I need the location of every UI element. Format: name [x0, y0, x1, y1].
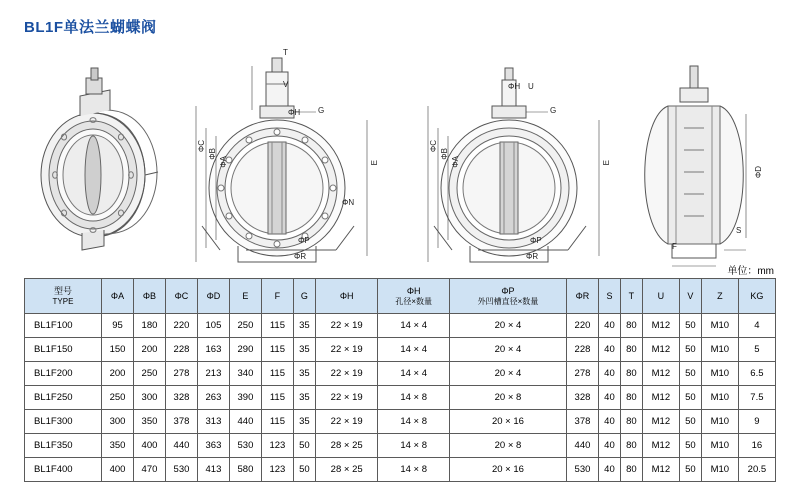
cell-T: 80 — [620, 410, 642, 434]
cell-phiA: 300 — [102, 410, 134, 434]
dim-label-G-view1: G — [318, 106, 325, 115]
cell-S: 40 — [598, 458, 620, 482]
cell-G: 50 — [293, 434, 315, 458]
th-T: T — [620, 279, 642, 314]
table-header-row — [25, 279, 776, 314]
cell-phiA: 250 — [102, 386, 134, 410]
cell-T: 80 — [620, 458, 642, 482]
table-row — [25, 434, 776, 458]
dim-label-V-view1: V — [283, 80, 289, 89]
cell-phiH: 28 × 25 — [315, 434, 378, 458]
cell-phiC: 440 — [165, 434, 197, 458]
cell-S: 40 — [598, 386, 620, 410]
dim-label-phiB-view2: ΦB — [440, 148, 449, 160]
dim-label-phiB-view1: ΦB — [208, 148, 217, 160]
dim-label-G-view2: G — [550, 106, 557, 115]
table-row — [25, 410, 776, 434]
cell-phiH-holes: 14 × 8 — [378, 458, 450, 482]
th-phiP-sub: 外凹槽直径×数量 — [477, 296, 539, 306]
th-model-main: 型号 — [53, 286, 72, 297]
cell-U: M12 — [642, 410, 679, 434]
cell-phiD: 263 — [197, 386, 229, 410]
cell-V: 50 — [679, 434, 701, 458]
cell-phiH-holes: 14 × 4 — [378, 314, 450, 338]
cell-phiH-holes: 14 × 8 — [378, 434, 450, 458]
th-F: F — [261, 279, 293, 314]
th-phiH: ΦH — [315, 279, 378, 314]
cell-phiB: 350 — [133, 410, 165, 434]
cell-S: 40 — [598, 434, 620, 458]
cell-phiD: 213 — [197, 362, 229, 386]
cell-model: BL1F150 — [25, 338, 102, 362]
cell-phiH: 28 × 25 — [315, 458, 378, 482]
table-row — [25, 338, 776, 362]
cell-G: 50 — [293, 458, 315, 482]
cell-V: 50 — [679, 410, 701, 434]
cell-G: 35 — [293, 362, 315, 386]
cell-phiH: 22 × 19 — [315, 314, 378, 338]
cell-E: 390 — [229, 386, 261, 410]
cell-U: M12 — [642, 362, 679, 386]
table-header — [25, 279, 776, 314]
th-phiC: ΦC — [165, 279, 197, 314]
cell-phiA: 350 — [102, 434, 134, 458]
cell-phiD: 163 — [197, 338, 229, 362]
cell-E: 530 — [229, 434, 261, 458]
cell-KG: 4 — [738, 314, 775, 338]
cell-F: 115 — [261, 362, 293, 386]
cell-Z: M10 — [701, 314, 738, 338]
th-model — [25, 279, 102, 314]
th-phiA: ΦA — [102, 279, 134, 314]
cell-Z: M10 — [701, 410, 738, 434]
cell-S: 40 — [598, 338, 620, 362]
cell-KG: 5 — [738, 338, 775, 362]
cell-T: 80 — [620, 386, 642, 410]
cell-phiC: 328 — [165, 386, 197, 410]
cell-model: BL1F100 — [25, 314, 102, 338]
drawing-isometric-view — [18, 60, 188, 290]
cell-phiC: 228 — [165, 338, 197, 362]
cell-model: BL1F250 — [25, 386, 102, 410]
cell-phiP: 20 × 4 — [449, 314, 566, 338]
cell-model: BL1F400 — [25, 458, 102, 482]
cell-S: 40 — [598, 362, 620, 386]
cell-phiP: 20 × 4 — [449, 338, 566, 362]
dim-label-E-view1: E — [370, 160, 379, 166]
dim-label-S-side: S — [736, 226, 742, 235]
cell-Z: M10 — [701, 458, 738, 482]
cell-U: M12 — [642, 338, 679, 362]
cell-E: 440 — [229, 410, 261, 434]
technical-drawings — [0, 30, 800, 260]
cell-phiR: 440 — [566, 434, 598, 458]
cell-phiB: 300 — [133, 386, 165, 410]
cell-Z: M10 — [701, 338, 738, 362]
specification-table — [24, 278, 776, 482]
cell-G: 35 — [293, 314, 315, 338]
cell-phiH-holes: 14 × 4 — [378, 362, 450, 386]
th-model-sub: TYPE — [52, 296, 74, 306]
th-U: U — [642, 279, 679, 314]
dim-label-phiP-view2: ΦP — [530, 236, 542, 245]
cell-phiP: 20 × 4 — [449, 362, 566, 386]
table-row — [25, 362, 776, 386]
cell-phiH: 22 × 19 — [315, 362, 378, 386]
cell-model: BL1F200 — [25, 362, 102, 386]
table-row — [25, 314, 776, 338]
cell-KG: 9 — [738, 410, 775, 434]
cell-phiR: 328 — [566, 386, 598, 410]
table-body — [25, 314, 776, 482]
cell-phiD: 413 — [197, 458, 229, 482]
cell-F: 115 — [261, 314, 293, 338]
cell-E: 250 — [229, 314, 261, 338]
dim-label-phiP-view1: ΦP — [298, 236, 310, 245]
cell-phiH: 22 × 19 — [315, 386, 378, 410]
table-row — [25, 386, 776, 410]
cell-V: 50 — [679, 314, 701, 338]
cell-phiB: 400 — [133, 434, 165, 458]
cell-phiB: 180 — [133, 314, 165, 338]
cell-phiC: 378 — [165, 410, 197, 434]
dim-label-phiC-view1: ΦC — [197, 140, 206, 153]
dim-label-T-view1: T — [283, 48, 288, 57]
cell-Z: M10 — [701, 386, 738, 410]
cell-phiH: 22 × 19 — [315, 338, 378, 362]
cell-KG: 6.5 — [738, 362, 775, 386]
th-E: E — [229, 279, 261, 314]
cell-phiH-holes: 14 × 4 — [378, 338, 450, 362]
cell-phiR: 228 — [566, 338, 598, 362]
cell-S: 40 — [598, 410, 620, 434]
cell-phiH: 22 × 19 — [315, 410, 378, 434]
cell-phiP: 20 × 16 — [449, 458, 566, 482]
drawing-side-view — [628, 58, 768, 278]
cell-phiD: 313 — [197, 410, 229, 434]
dim-label-phiR-view1: ΦR — [294, 252, 307, 261]
cell-phiA: 400 — [102, 458, 134, 482]
dim-label-phiN-view1: ΦN — [342, 198, 355, 207]
dim-label-U-view2: U — [528, 82, 534, 91]
cell-V: 50 — [679, 458, 701, 482]
cell-G: 35 — [293, 410, 315, 434]
th-G: G — [293, 279, 315, 314]
dim-label-phiD-side: ΦD — [754, 166, 763, 179]
th-phiD: ΦD — [197, 279, 229, 314]
th-phiH-holes — [378, 279, 450, 314]
cell-F: 115 — [261, 338, 293, 362]
cell-G: 35 — [293, 386, 315, 410]
cell-phiR: 278 — [566, 362, 598, 386]
cell-phiA: 150 — [102, 338, 134, 362]
cell-phiC: 278 — [165, 362, 197, 386]
cell-phiR: 530 — [566, 458, 598, 482]
dim-label-phiR-view2: ΦR — [526, 252, 539, 261]
th-phiR: ΦR — [566, 279, 598, 314]
cell-T: 80 — [620, 434, 642, 458]
cell-V: 50 — [679, 338, 701, 362]
cell-E: 580 — [229, 458, 261, 482]
th-V: V — [679, 279, 701, 314]
cell-phiP: 20 × 8 — [449, 386, 566, 410]
th-phiH-holes-sub: 孔径×数量 — [395, 296, 433, 306]
th-phiB: ΦB — [133, 279, 165, 314]
cell-phiB: 470 — [133, 458, 165, 482]
th-phiP-main: ΦP — [501, 286, 515, 297]
cell-KG: 7.5 — [738, 386, 775, 410]
th-KG: KG — [738, 279, 775, 314]
dim-label-phiH-view1: ΦH — [288, 108, 301, 117]
cell-phiA: 95 — [102, 314, 134, 338]
cell-phiR: 220 — [566, 314, 598, 338]
cell-model: BL1F300 — [25, 410, 102, 434]
unit-note: 单位：mm — [727, 266, 774, 277]
dim-label-phiH-view2: ΦH — [508, 82, 521, 91]
cell-phiH-holes: 14 × 8 — [378, 410, 450, 434]
dim-label-phiC-view2: ΦC — [429, 140, 438, 153]
cell-E: 340 — [229, 362, 261, 386]
cell-model: BL1F350 — [25, 434, 102, 458]
th-S: S — [598, 279, 620, 314]
cell-phiR: 378 — [566, 410, 598, 434]
cell-phiC: 530 — [165, 458, 197, 482]
dim-label-F-side: F — [672, 242, 677, 251]
cell-F: 123 — [261, 458, 293, 482]
cell-F: 115 — [261, 386, 293, 410]
dim-label-phiA-view2: ΦA — [451, 156, 460, 168]
cell-V: 50 — [679, 362, 701, 386]
cell-phiA: 200 — [102, 362, 134, 386]
cell-G: 35 — [293, 338, 315, 362]
cell-phiH-holes: 14 × 8 — [378, 386, 450, 410]
th-Z: Z — [701, 279, 738, 314]
cell-KG: 16 — [738, 434, 775, 458]
cell-F: 115 — [261, 410, 293, 434]
page-title: BL1F单法兰蝴蝶阀 — [24, 19, 157, 36]
cell-phiD: 363 — [197, 434, 229, 458]
cell-Z: M10 — [701, 362, 738, 386]
cell-E: 290 — [229, 338, 261, 362]
cell-T: 80 — [620, 338, 642, 362]
cell-phiP: 20 × 16 — [449, 410, 566, 434]
th-phiH-holes-main: ΦH — [406, 286, 421, 297]
cell-phiB: 250 — [133, 362, 165, 386]
cell-KG: 20.5 — [738, 458, 775, 482]
cell-T: 80 — [620, 362, 642, 386]
th-phiP-groove — [449, 279, 566, 314]
cell-U: M12 — [642, 434, 679, 458]
cell-phiD: 105 — [197, 314, 229, 338]
cell-U: M12 — [642, 458, 679, 482]
cell-Z: M10 — [701, 434, 738, 458]
cell-T: 80 — [620, 314, 642, 338]
table-row — [25, 458, 776, 482]
dim-label-phiA-view1: ΦA — [219, 156, 228, 168]
cell-U: M12 — [642, 386, 679, 410]
cell-phiC: 220 — [165, 314, 197, 338]
cell-phiB: 200 — [133, 338, 165, 362]
cell-F: 123 — [261, 434, 293, 458]
cell-S: 40 — [598, 314, 620, 338]
cell-V: 50 — [679, 386, 701, 410]
cell-U: M12 — [642, 314, 679, 338]
dim-label-E-view2: E — [602, 160, 611, 166]
cell-phiP: 20 × 8 — [449, 434, 566, 458]
